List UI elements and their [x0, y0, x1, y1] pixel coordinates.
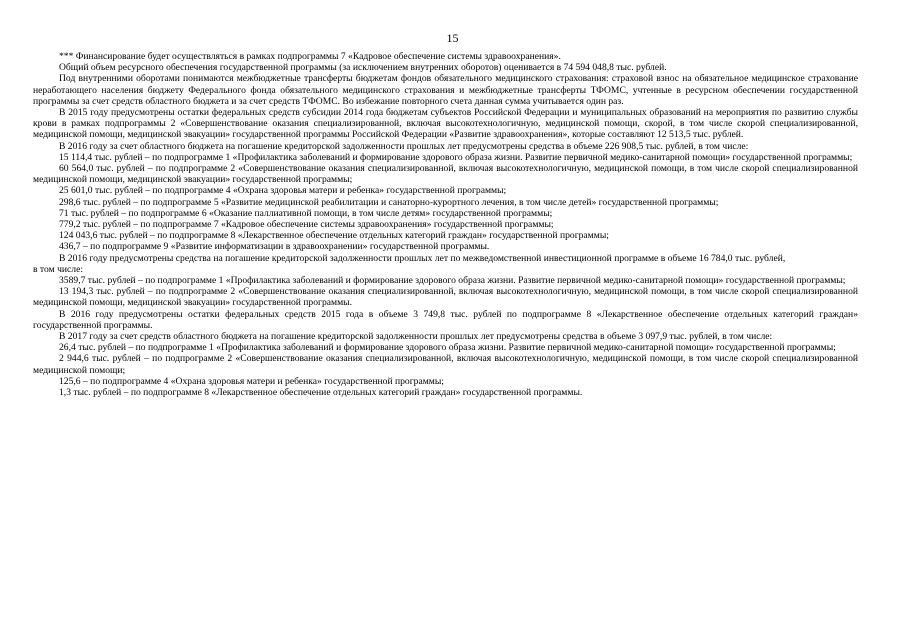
paragraph: В 2016 году предусмотрены средства на погашение кредиторской задолженности прошлых лет по межведомственной инвестиционной программе в объеме 16 784,0 тыс. рублей,: [59, 252, 786, 264]
list-item: 60 564,0 тыс. рублей – по подпрограмме 2 «Совершенствование оказания специализированной, включая высокотехнологичную, медицинской помощи, в том числе скорой специализированной медицинской помощи, медицинской эвакуации» государственной программы;: [33, 163, 858, 186]
footnote-paragraph: *** Финансирование будет осуществляться в рамках подпрограммы 7 «Кадровое обеспечение системы здравоохранения».: [59, 51, 561, 62]
paragraph: В 2017 году за счет средств областного бюджета на погашение кредиторской задолженности прошлых лет предусмотрены средства в объеме 3 097,9 тыс. рублей, в том числе:: [59, 331, 773, 343]
list-item: 125,6 – по подпрограмме 4 «Охрана здоровья матери и ребенка» государственной программы;: [59, 375, 444, 387]
list-item: 25 601,0 тыс. рублей – по подпрограмме 4 «Охрана здоровья матери и ребенка» государственной программы;: [59, 185, 507, 197]
list-item: 436,7 – по подпрограмме 9 «Развитие информатизации в здравоохранении» государственной программы.: [59, 241, 490, 253]
paragraph: В 2016 году за счет областного бюджета на погашение кредиторской задолженности прошлых лет предусмотрены средства в объеме 226 908,5 тыс. рублей, в том числе:: [59, 140, 749, 152]
list-item: 71 тыс. рублей – по подпрограмме 6 «Оказание паллиативной помощи, в том числе детям» государственной программы;: [59, 207, 553, 219]
paragraph: в том числе:: [33, 263, 84, 275]
list-item: 15 114,4 тыс. рублей – по подпрограмме 1 «Профилактика заболеваний и формирование здорового образа жизни. Развитие первичной медико-санитарной помощи» государственной программы;: [59, 151, 853, 163]
document-body: [33, 51, 858, 398]
list-item: 3589,7 тыс. рублей – по подпрограмме 1 «Профилактика заболеваний и формирование здорового образа жизни. Развитие первичной медико-санитарной помощи» государственной программы;: [59, 275, 846, 287]
list-item: 26,4 тыс. рублей – по подпрограмме 1 «Профилактика заболеваний и формирование здорового образа жизни. Развитие первичной медико-санитарной помощи» государственной программы;: [59, 342, 836, 354]
paragraph: В 2016 году предусмотрены остатки федеральных средств 2015 года в объеме 3 749,8 тыс. рублей по подпрограмме 8 «Лекарственное обеспечение отдельных категорий граждан» государственной программы.: [33, 308, 858, 331]
list-item: 13 194,3 тыс. рублей – по подпрограмме 2 «Совершенствование оказания специализированной, включая высокотехнологичную, медицинской помощи, в том числе скорой специализированной медицинской помощи, медицинской эвакуации» государственной программы.: [33, 286, 858, 309]
list-item: 298,6 тыс. рублей – по подпрограмме 5 «Развитие медицинской реабилитации и санаторно-курортного лечения, в том числе детей» государственной программы;: [59, 196, 719, 208]
paragraph: Под внутренними оборотами понимаются межбюджетные трансферты бюджетам фондов обязательного медицинского страхования: страховой взнос на обязательное медицинское страхование неработающего населения бюджету Федерального фонда обязательного медицинского страхования и межбюджетные трансферты ТФОМС, учтенные в ресурсном обеспечении государственной программы за счет средств областного бюджета и за счет средств ТФОМС. Во избежание повторного счета данная сумма учитывается один раз.: [33, 73, 858, 107]
list-item: 124 043,6 тыс. рублей – по подпрограмме 8 «Лекарственное обеспечение отдельных категорий граждан» государственной программы;: [59, 230, 609, 242]
list-item: 779,2 тыс. рублей – по подпрограмме 7 «Кадровое обеспечение системы здравоохранения» государственной программы;: [59, 219, 554, 231]
paragraph: В 2015 году предусмотрены остатки федеральных средств субсидии 2014 года бюджетам субъектов Российской Федерации и муниципальных образований на мероприятия по развитию службы крови в рамках подпрограммы 2 «Совершенствование оказания специализированной, включая высокотехнологичную, медицинской помощи, скорой, в том числе скорой специализированной, медицинской помощи, медицинской эвакуации» государственной программы Российской Федерации «Развитие здравоохранения», которые составляют 12 513,5 тыс. рублей.: [33, 107, 858, 141]
paragraph: Общий объем ресурсного обеспечения государственной программы (за исключением внутренних оборотов) оценивается в 74 594 048,8 тыс. рублей.: [59, 62, 667, 74]
list-item: 1,3 тыс. рублей – по подпрограмме 8 «Лекарственное обеспечение отдельных категорий граждан» государственной программы.: [59, 387, 583, 399]
list-item: 2 944,6 тыс. рублей – по подпрограмме 2 «Совершенствование оказания специализированной, включая высокотехнологичную, медицинской помощи, в том числе скорой специализированной медицинской помощи;: [33, 353, 858, 376]
page-number: 15: [446, 31, 459, 45]
